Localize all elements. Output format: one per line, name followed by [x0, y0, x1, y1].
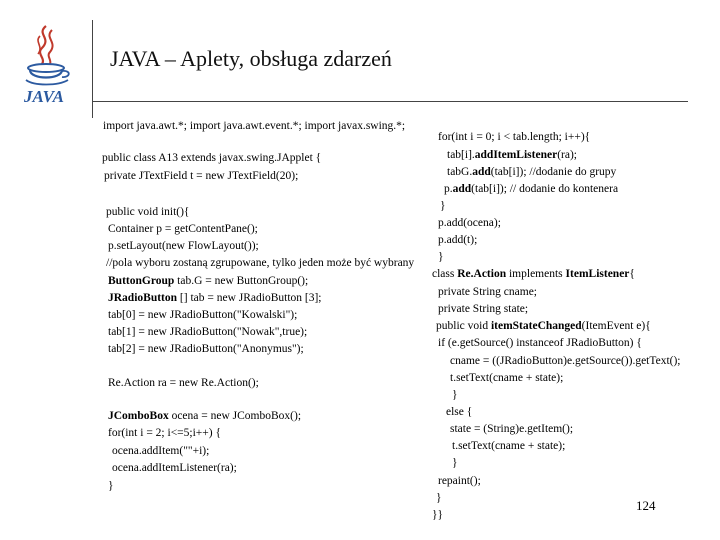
right-code-line	[438, 252, 444, 264]
right-code-line	[438, 304, 528, 316]
left-code-line	[108, 378, 259, 390]
code-text: ocena.addItemListener(ra);	[112, 462, 237, 474]
code-keyword: ItemListener	[565, 268, 630, 280]
code-text: state = (String)e.getItem();	[450, 423, 574, 435]
right-code-line	[452, 390, 458, 402]
code-text: }	[452, 457, 458, 469]
right-code-line	[436, 321, 651, 333]
right-code-line	[452, 458, 458, 470]
code-keyword: add	[452, 183, 472, 195]
code-text: //pola wyboru zostaną zgrupowane, tylko jeden może być wybrany	[106, 257, 415, 269]
java-logo	[22, 24, 74, 106]
left-code-line	[108, 293, 322, 305]
right-code-line	[450, 373, 563, 385]
code-text: import java.awt.*; import java.awt.event.*; import javax.swing.*;	[103, 120, 406, 132]
right-code-line	[440, 201, 446, 213]
right-code-line	[452, 441, 565, 453]
code-text: }	[440, 200, 446, 212]
code-text: {	[629, 268, 635, 280]
code-keyword: itemStateChanged	[490, 320, 582, 332]
left-code-line	[106, 207, 189, 219]
code-text: Container p = getContentPane();	[108, 223, 258, 235]
code-text: p.setLayout(new FlowLayout());	[108, 240, 259, 252]
code-text: }	[436, 492, 442, 504]
code-text: tab[2] = new JRadioButton("Anonymus");	[108, 343, 304, 355]
code-text: public void	[436, 320, 491, 332]
left-code-line	[108, 327, 307, 339]
left-code-line	[108, 276, 308, 288]
code-text: Re.Action ra = new Re.Action();	[108, 377, 259, 389]
title-divider-vertical	[92, 20, 93, 118]
page-number: 124	[636, 498, 656, 513]
code-text: for(int i = 0; i < tab.length; i++){	[438, 131, 591, 143]
left-code-line	[108, 241, 259, 253]
right-code-line	[438, 476, 481, 488]
left-code-line	[103, 121, 405, 133]
code-text: if (e.getSource() instanceof JRadioButton) {	[438, 337, 642, 349]
right-code-line	[438, 218, 501, 230]
code-text: repaint();	[438, 475, 481, 487]
code-text: tab.G = new ButtonGroup();	[174, 275, 309, 287]
right-code-line	[450, 356, 681, 368]
code-keyword: addItemListener	[474, 149, 558, 161]
code-text: tab[0] = new JRadioButton("Kowalski");	[108, 309, 298, 321]
code-text: tabG.	[447, 166, 473, 178]
right-code-line	[447, 167, 616, 179]
code-text: p.	[444, 183, 453, 195]
code-text: cname = ((JRadioButton)e.getSource()).getText();	[450, 355, 681, 367]
code-text: [] tab = new JRadioButton [3];	[177, 292, 322, 304]
code-text: }	[108, 480, 114, 492]
title-divider-horizontal	[92, 101, 688, 102]
code-text: tab[1] = new JRadioButton("Nowak",true);	[108, 326, 308, 338]
code-text: }	[452, 389, 458, 401]
right-code-line	[447, 150, 577, 162]
left-code-line	[108, 224, 258, 236]
right-code-line	[438, 338, 642, 350]
code-text: private String cname;	[438, 286, 537, 298]
code-text: }	[438, 251, 444, 263]
code-text: private JTextField t = new JTextField(20);	[104, 170, 299, 182]
right-code-line	[438, 132, 590, 144]
code-text: t.setText(cname + state);	[452, 440, 566, 452]
code-text: ocena = new JComboBox();	[168, 410, 302, 422]
right-code-line	[432, 510, 443, 522]
right-code-line	[438, 287, 537, 299]
code-text: else {	[446, 406, 473, 418]
logo-text: JAVA	[24, 87, 64, 106]
code-text: }}	[432, 509, 444, 521]
right-code-line	[446, 407, 472, 419]
code-text: p.add(ocena);	[438, 217, 501, 229]
right-code-line	[436, 493, 442, 505]
code-text: (tab[i]); //dodanie do grupy	[490, 166, 617, 178]
code-text: t.setText(cname + state);	[450, 372, 564, 384]
code-text: for(int i = 2; i<=5;i++) {	[108, 427, 222, 439]
code-text: public void init(){	[106, 206, 190, 218]
code-text: (ItemEvent e){	[581, 320, 651, 332]
left-code-line	[108, 344, 304, 356]
left-code-line	[108, 481, 114, 493]
left-code-line	[112, 446, 209, 458]
left-code-line	[112, 463, 237, 475]
code-text: class	[432, 268, 458, 280]
code-text: p.add(t);	[438, 234, 478, 246]
left-code-line	[106, 258, 414, 270]
code-text: (ra);	[557, 149, 577, 161]
code-keyword: ButtonGroup	[108, 275, 175, 287]
left-code-line	[108, 310, 297, 322]
code-keyword: JComboBox	[108, 410, 169, 422]
left-code-line	[108, 428, 221, 440]
right-code-line	[438, 235, 477, 247]
right-code-line	[432, 269, 635, 281]
left-code-line	[108, 411, 301, 423]
right-code-line	[450, 424, 573, 436]
slide-title: JAVA – Aplety, obsługa zdarzeń	[110, 46, 392, 71]
code-text: implements	[506, 268, 566, 280]
code-text: ocena.addItem(""+i);	[112, 445, 210, 457]
code-keyword: Re.Action	[457, 268, 507, 280]
code-keyword: JRadioButton	[108, 292, 178, 304]
left-code-line	[102, 153, 321, 165]
code-text: public class A13 extends javax.swing.JApplet {	[102, 152, 322, 164]
code-text: (tab[i]); // dodanie do kontenera	[471, 183, 619, 195]
right-code-line	[444, 184, 618, 196]
java-cup-icon	[22, 24, 74, 106]
left-code-line	[104, 171, 298, 183]
code-text: tab[i].	[447, 149, 475, 161]
code-text: private String state;	[438, 303, 529, 315]
code-keyword: add	[472, 166, 491, 178]
